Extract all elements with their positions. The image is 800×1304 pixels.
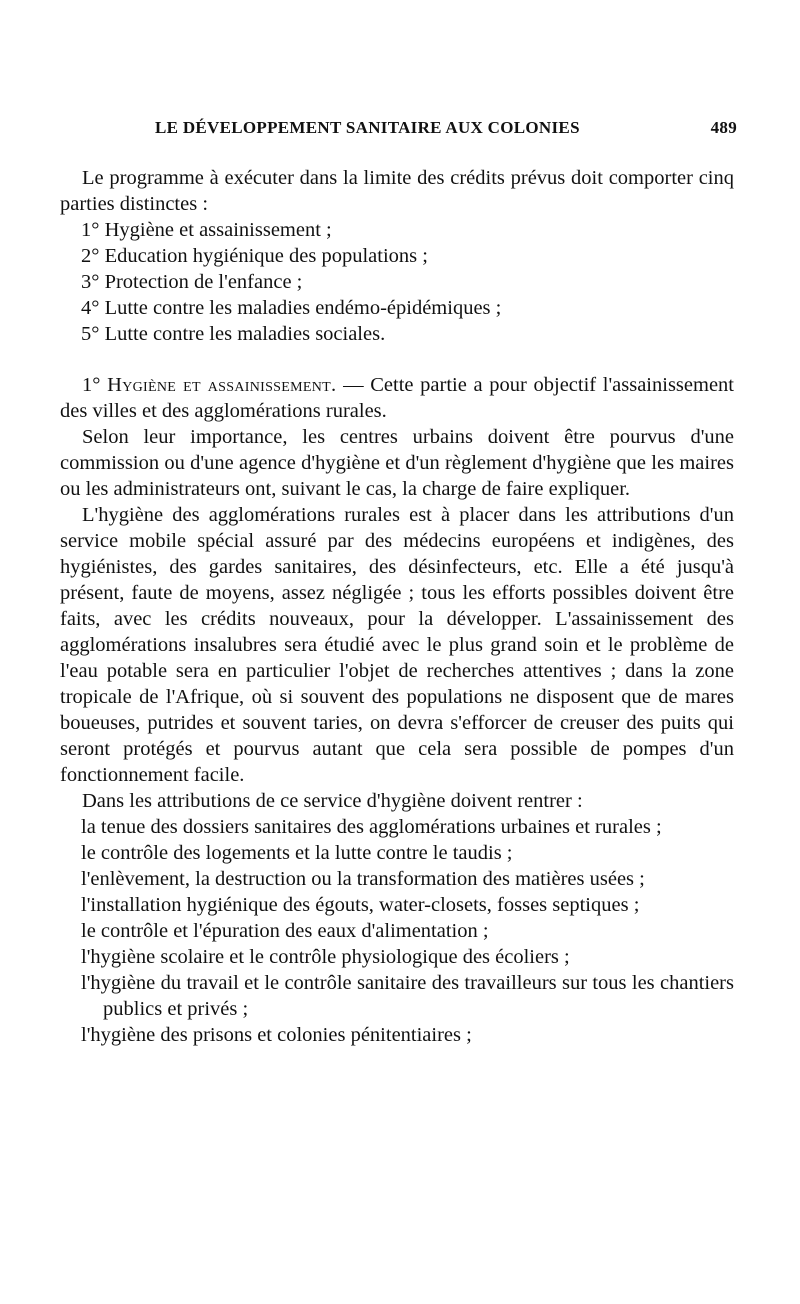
program-item-1: 1° Hygiène et assainissement ; [81,219,332,241]
attribution-item: le contrôle et l'épuration des eaux d'alimentation ; [81,920,489,942]
attribution-item: l'hygiène du travail et le contrôle sanitaire des travailleurs sur tous les chantiers publics et privés ; [81,972,734,1020]
attribution-item: le contrôle des logements et la lutte contre le taudis ; [81,842,513,864]
running-title: LE DÉVELOPPEMENT SANITAIRE AUX COLONIES [155,118,580,137]
page-body [60,165,734,1048]
section-1-intro [60,372,734,424]
rural-hygiene-paragraph: L'hygiène des agglomérations rurales est à placer dans les attributions d'un service mobile spécial assuré par des médecins européens et indigènes, des hygiénistes, des gardes sanitaires, des désinfecteurs, etc. Elle a été jusqu'à présent, faute de moyens, assez négligée ; tous les efforts possibles doivent être faits, avec les crédits nouveaux, pour la développer. L'assainissement des agglomérations insalubres sera étudié avec le plus grand soin et le problème de l'eau potable sera en particulier l'objet de recherches attentives ; dans la zone tropicale de l'Afrique, où si souvent des populations ne disposent que de mares boueuses, putrides et souvent taries, on devra s'efforcer de creuser des puits qui seront protégés et pourvus autant que cela sera possible de pompes d'un fonctionnement facile. [60,504,734,786]
program-item-2: 2° Education hygiénique des populations ; [81,245,428,267]
program-item-4: 4° Lutte contre les maladies endémo-épidémiques ; [81,297,502,319]
urban-centers-paragraph: Selon leur importance, les centres urbains doivent être pourvus d'une commission ou d'une agence d'hygiène et d'un règlement d'hygiène que les maires ou les administrateurs ont, suivant le cas, la charge de faire expliquer. [60,426,734,500]
attribution-item: l'enlèvement, la destruction ou la transformation des matières usées ; [81,868,645,890]
section-lead: — Cette partie a pour objectif l'assainissement des villes et des agglomérations rurales. [60,374,734,422]
section-gap [60,347,734,372]
attribution-item: l'hygiène des prisons et colonies pénitentiaires ; [81,1024,472,1046]
program-item-3: 3° Protection de l'enfance ; [81,271,303,293]
attribution-item: l'installation hygiénique des égouts, water-closets, fosses septiques ; [81,894,640,916]
intro-paragraph: Le programme à exécuter dans la limite des crédits prévus doit comporter cinq parties distinctes : [60,167,734,215]
section-heading: Hygiène et assainissement. [107,374,337,396]
attribution-item: la tenue des dossiers sanitaires des agglomérations urbaines et rurales ; [81,816,662,838]
attributions-paragraph: Dans les attributions de ce service d'hygiène doivent rentrer : [82,790,583,812]
page-number: 489 [710,118,737,137]
program-item-5: 5° Lutte contre les maladies sociales. [81,323,386,345]
section-number: 1° [82,374,101,396]
attribution-item: l'hygiène scolaire et le contrôle physiologique des écoliers ; [81,946,570,968]
